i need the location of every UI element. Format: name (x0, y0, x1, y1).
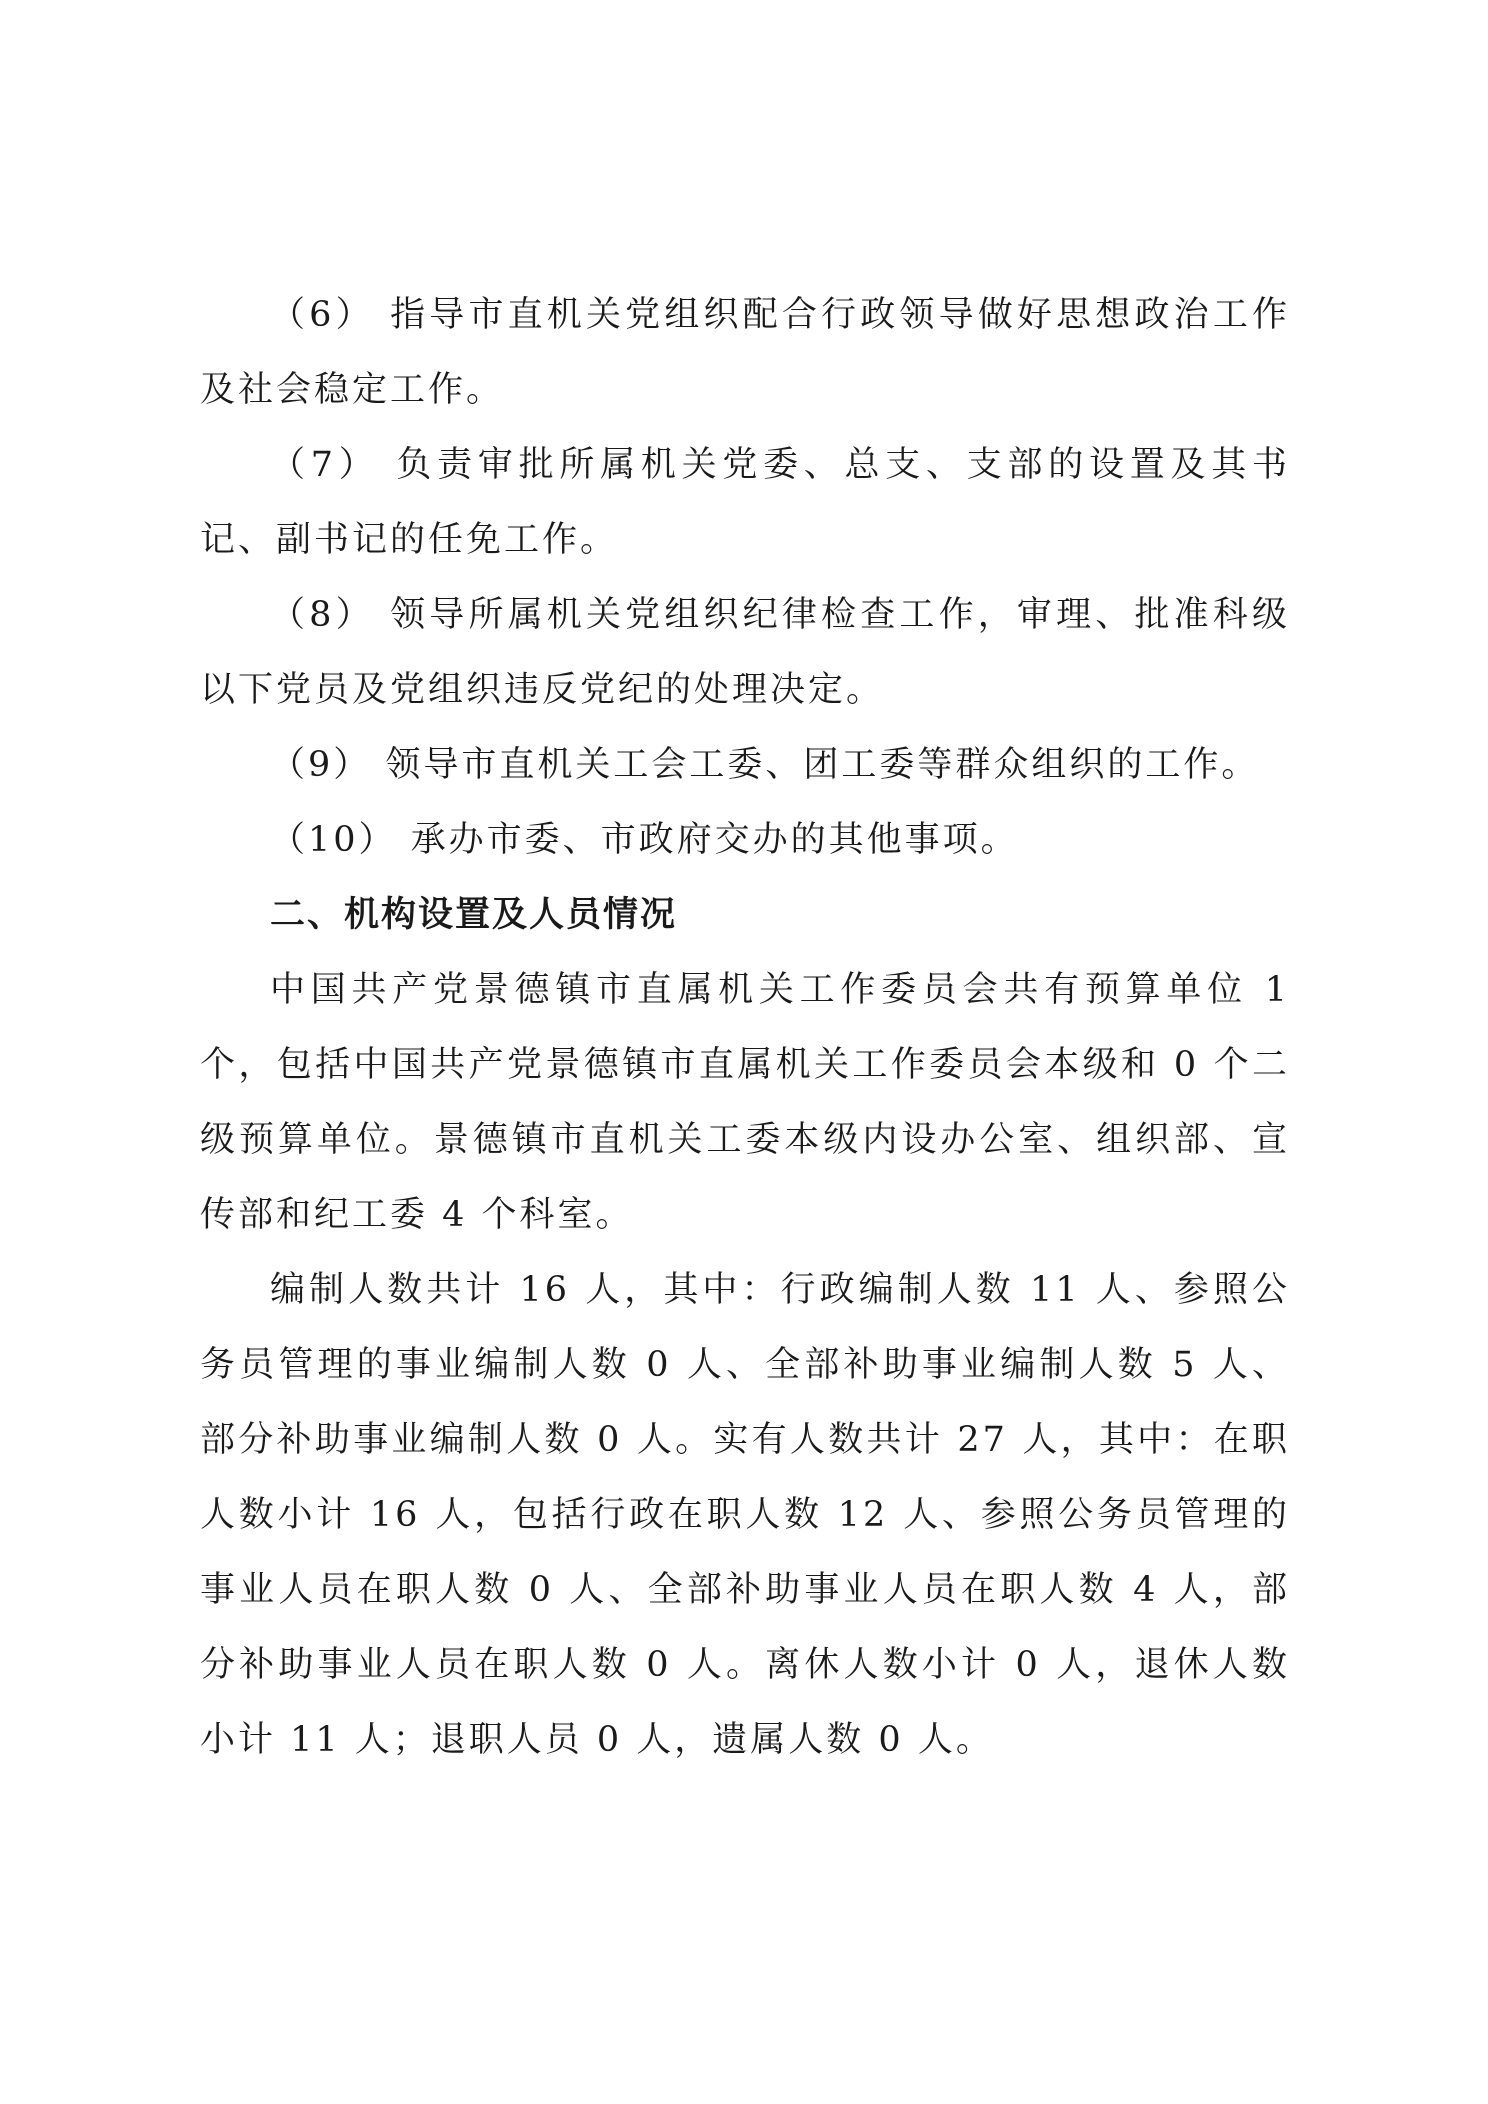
list-item-10: （10） 承办市委、市政府交办的其他事项。 (270, 820, 1019, 860)
body-paragraph-organization: 中国共产党景德镇市直属机关工作委员会共有预算单位 1 个，包括中国共产党景德镇市直属机关工作委员会本级和 0 个二级预算单位。景德镇市直机关工委本级内设办公室、组织部、宣传部和纪工委 4 个科室。 (200, 970, 1290, 1235)
page-content (200, 278, 1290, 1778)
list-item-9: （9） 领导市直机关工会工委、团工委等群众组织的工作。 (270, 745, 1260, 785)
list-item-6: （6） 指导市直机关党组织配合行政领导做好思想政治工作及社会稳定工作。 (200, 295, 1290, 410)
list-item-8: （8） 领导所属机关党组织纪律检查工作，审理、批准科级以下党员及党组织违反党纪的处理决定。 (200, 595, 1290, 710)
section-heading: 二、机构设置及人员情况 (270, 895, 678, 935)
body-paragraph-staffing: 编制人数共计 16 人，其中：行政编制人数 11 人、参照公务员管理的事业编制人数 0 人、全部补助事业编制人数 5 人、部分补助事业编制人数 0 人。实有人数共计 27 人，其中：在职人数小计 16 人，包括行政在职人数 12 人、参照公务员管理的事业人员在职人数 0 人、全部补助事业人员在职人数 4 人，部分补助事业人员在职人数 0 人。离休人数小计 0 人，退休人数小计 11 人；退职人员 0 人，遗属人数 0 人。 (200, 1270, 1290, 1760)
list-item-7: （7） 负责审批所属机关党委、总支、支部的设置及其书记、副书记的任免工作。 (200, 445, 1290, 560)
